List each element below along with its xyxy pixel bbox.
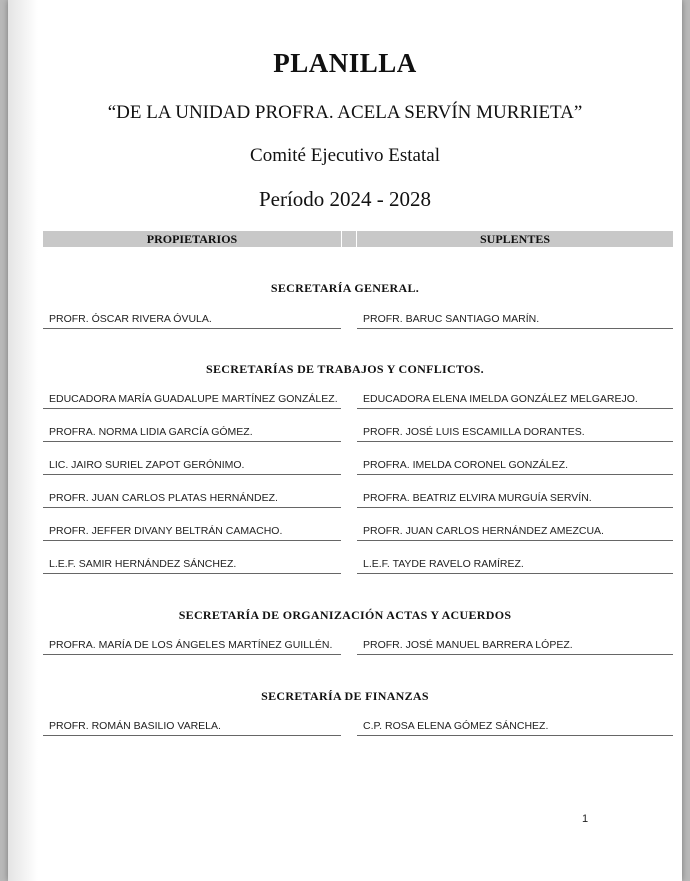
propietario-cell: PROFR. JEFFER DIVANY BELTRÁN CAMACHO.	[43, 523, 341, 541]
propietario-cell: PROFR. JUAN CARLOS PLATAS HERNÁNDEZ.	[43, 490, 341, 508]
suplente-cell: C.P. ROSA ELENA GÓMEZ SÁNCHEZ.	[357, 718, 673, 736]
section-title: SECRETARÍAS DE TRABAJOS Y CONFLICTOS.	[206, 362, 484, 376]
document-page	[8, 0, 682, 881]
suplente-cell: L.E.F. TAYDE RAVELO RAMÍREZ.	[357, 556, 673, 574]
propietario-cell: PROFRA. NORMA LIDIA GARCÍA GÓMEZ.	[43, 424, 341, 442]
propietario-cell: EDUCADORA MARÍA GUADALUPE MARTÍNEZ GONZÁLEZ.	[43, 391, 341, 409]
section-title: SECRETARÍA DE ORGANIZACIÓN ACTAS Y ACUERDOS	[178, 608, 512, 622]
suplente-cell: PROFRA. BEATRIZ ELVIRA MURGUÍA SERVÍN.	[357, 490, 673, 508]
suplente-cell: PROFR. JOSÉ LUIS ESCAMILLA DORANTES.	[357, 424, 673, 442]
section-title: SECRETARÍA DE FINANZAS	[261, 689, 429, 703]
document-title: PLANILLA	[273, 48, 417, 78]
suplente-cell: PROFRA. IMELDA CORONEL GONZÁLEZ.	[357, 457, 673, 475]
column-header-suplentes: SUPLENTES	[357, 231, 673, 247]
suplente-cell: PROFR. JUAN CARLOS HERNÁNDEZ AMEZCUA.	[357, 523, 673, 541]
unit-name: “DE LA UNIDAD PROFRA. ACELA SERVÍN MURRIETA”	[107, 102, 583, 123]
period: Período 2024 - 2028	[258, 187, 432, 211]
suplente-cell: EDUCADORA ELENA IMELDA GONZÁLEZ MELGAREJO.	[357, 391, 673, 409]
column-header-gap	[342, 231, 356, 247]
column-header-propietarios: PROPIETARIOS	[43, 231, 341, 247]
page-number: 1	[582, 813, 589, 825]
propietario-cell: PROFR. ÓSCAR RIVERA ÓVULA.	[43, 311, 341, 329]
section-title: SECRETARÍA GENERAL.	[270, 281, 420, 295]
propietario-cell: PROFR. ROMÁN BASILIO VARELA.	[43, 718, 341, 736]
propietario-cell: L.E.F. SAMIR HERNÁNDEZ SÁNCHEZ.	[43, 556, 341, 574]
propietario-cell: LIC. JAIRO SURIEL ZAPOT GERÓNIMO.	[43, 457, 341, 475]
suplente-cell: PROFR. BARUC SANTIAGO MARÍN.	[357, 311, 673, 329]
propietario-cell: PROFRA. MARÍA DE LOS ÁNGELES MARTÍNEZ GUILLÉN.	[43, 637, 341, 655]
committee-name: Comité Ejecutivo Estatal	[250, 145, 440, 166]
suplente-cell: PROFR. JOSÉ MANUEL BARRERA LÓPEZ.	[357, 637, 673, 655]
